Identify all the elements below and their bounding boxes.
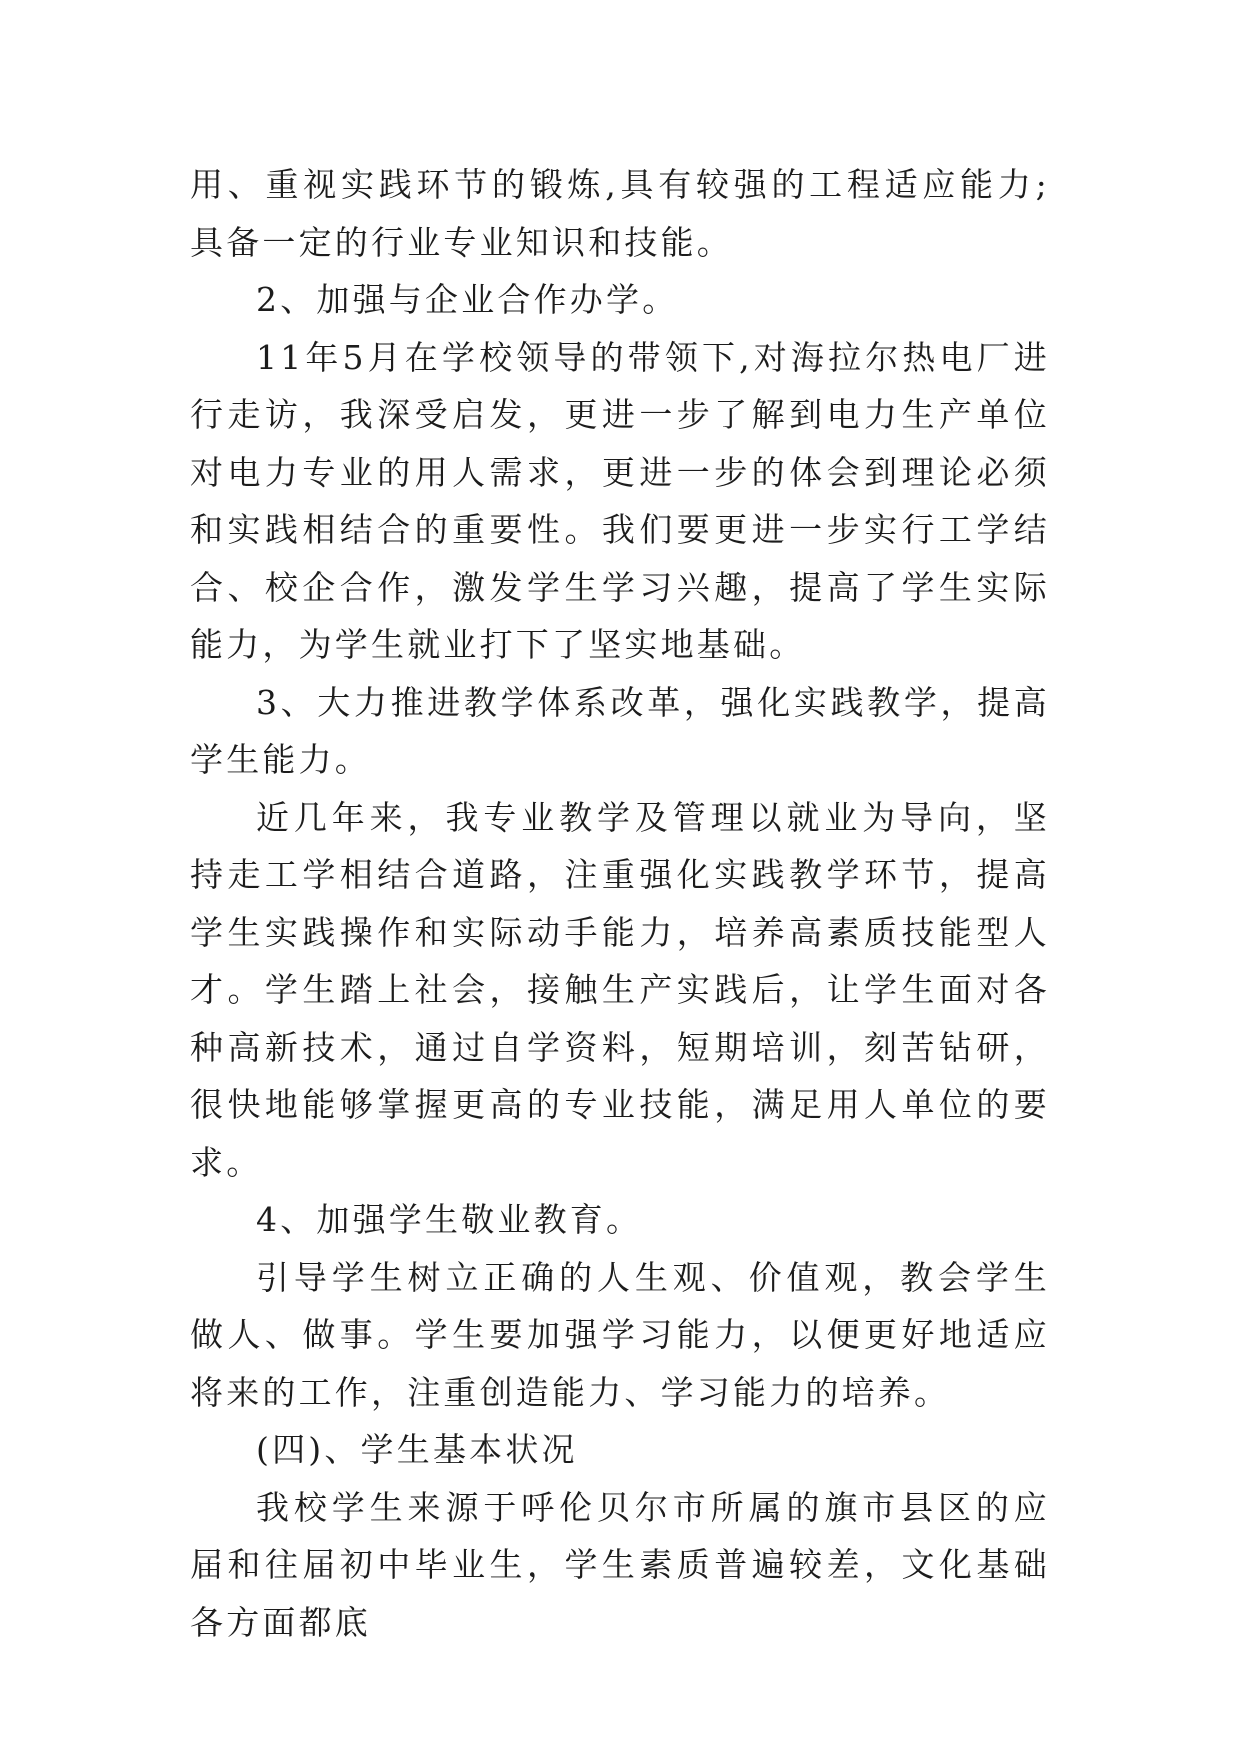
paragraph: 引导学生树立正确的人生观、价值观，教会学生做人、做事。学生要加强学习能力，以便更好地适应将来的工作，注重创造能力、学习能力的培养。 xyxy=(190,1257,1050,1412)
paragraph: 我校学生来源于呼伦贝尔市所属的旗市县区的应届和往届初中毕业生，学生素质普遍较差，文化基础各方面都底 xyxy=(190,1487,1050,1642)
section-heading: 4、加强学生敬业教育。 xyxy=(256,1200,643,1239)
document-body xyxy=(190,156,1050,1651)
section-heading: 2、加强与企业合作办学。 xyxy=(256,280,679,319)
section-heading: 3、大力推进教学体系改革，强化实践教学，提高学生能力。 xyxy=(190,682,1050,779)
section-heading: (四)、学生基本状况 xyxy=(256,1430,578,1469)
paragraph: 用、重视实践环节的锻炼,具有较强的工程适应能力;具备一定的行业专业知识和技能。 xyxy=(190,165,1050,262)
paragraph: 近几年来，我专业教学及管理以就业为导向，坚持走工学相结合道路，注重强化实践教学环节，提高学生实践操作和实际动手能力，培养高素质技能型人才。学生踏上社会，接触生产实践后，让学生面对各种高新技术，通过自学资料，短期培训，刻苦钻研，很快地能够掌握更高的专业技能，满足用人单位的要求。 xyxy=(190,797,1050,1182)
paragraph: 11年5月在学校领导的带领下,对海拉尔热电厂进行走访，我深受启发，更进一步了解到电力生产单位对电力专业的用人需求，更进一步的体会到理论必须和实践相结合的重要性。我们要更进一步实行工学结合、校企合作，激发学生学习兴趣，提高了学生实际能力，为学生就业打下了坚实地基础。 xyxy=(190,337,1050,664)
